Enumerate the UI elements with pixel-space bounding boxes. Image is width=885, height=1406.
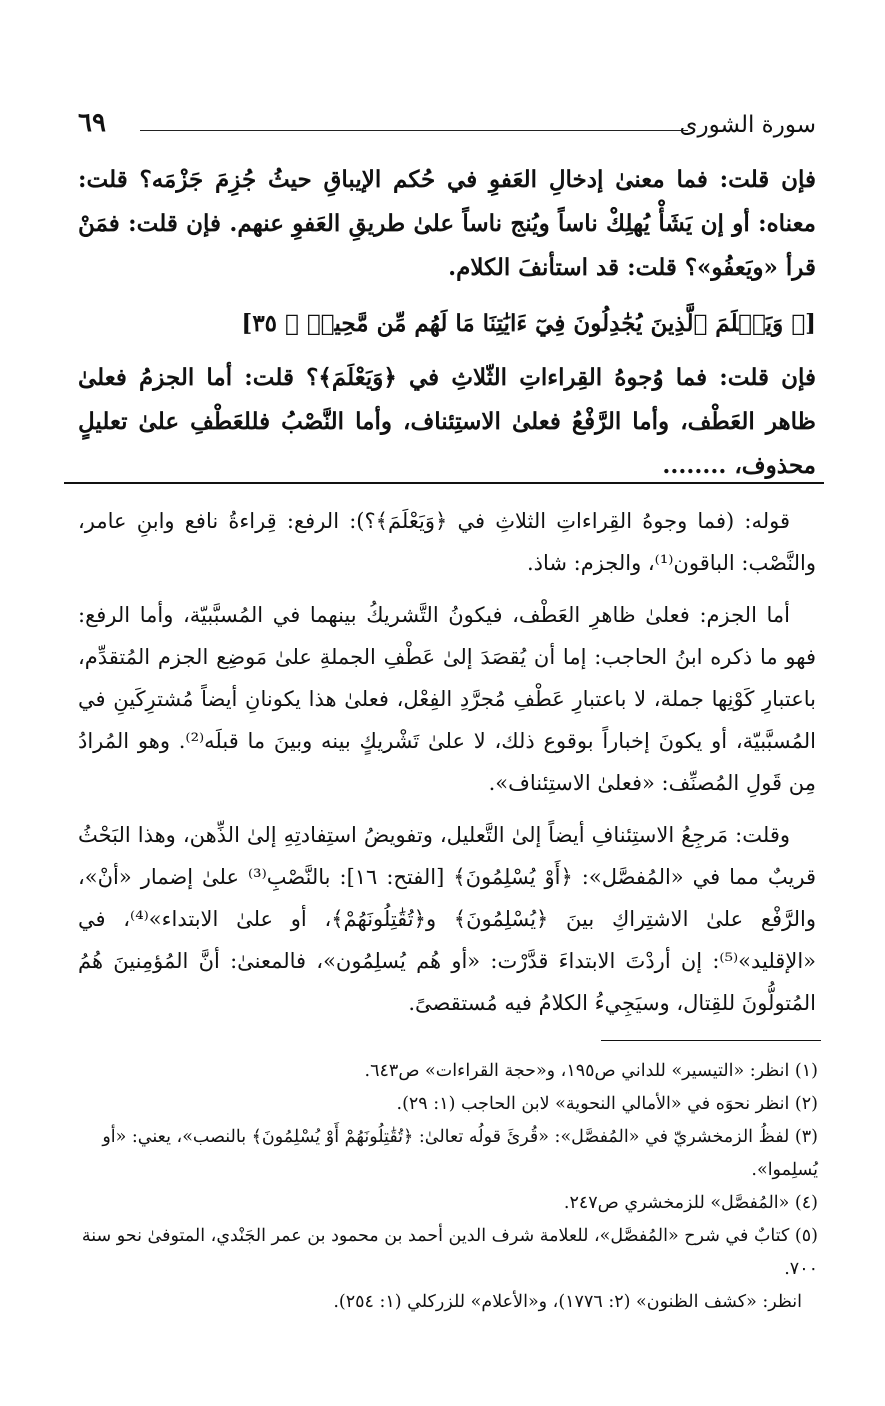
- verse-open-bracket: [﴿: [791, 310, 816, 337]
- main-paragraph-1: فإن قلت: فما معنىٰ إدخالِ العَفوِ في حُكم الإيباقِ حيثُ جُزِمَ جَزْمَه؟ قلت: معناه: أو إن يَشَأْ يُهلِكْ ناساً ويُنج ناساً علىٰ طريقِ العَفوِ عنهم. فإن قلت: فمَنْ قرأ «ويَعفُو»؟ قلت: قد استأنفَ الكلام.: [78, 166, 816, 281]
- running-header: [78, 108, 816, 148]
- footnote-4: (٤) «المُفصَّل» للزمخشري ص٢٤٧.: [563, 1193, 818, 1213]
- section-divider: [64, 482, 824, 484]
- commentary-paragraph-3: وقلت: مَرجِعُ الاستِئنافِ أيضاً إلىٰ التَّعليل، وتفويضُ استِفادتِهِ إلىٰ الذِّهن، وهذا البَحْثُ قريبٌ مما في «المُفصَّل»: ﴿أَوْ يُسْلِمُونَ﴾ [الفتح: ١٦]: بالنَّصْبِ⁽³⁾ علىٰ إضمار «أنْ»، والرَّفْع علىٰ الاشتِراكِ بينَ ﴿يُسْلِمُونَ﴾ و﴿تُقَٰتِلُونَهُمْ﴾، أو علىٰ الابتداء»⁽⁴⁾، في «الإقليد»⁽⁵⁾: إن أردْتَ الابتداءَ قدَّرْت: «أو هُم يُسلِمُون»، فالمعنىٰ: أنَّ المُؤمِنينَ هُمُ المُتولُّونَ للقِتال، وسيَجِيءُ الكلامُ فيه مُستقصىً.: [78, 823, 816, 1015]
- page-number: ٦٩: [78, 108, 106, 138]
- commentary-paragraph-1: قوله: (فما وجوهُ القِراءاتِ الثلاثِ في ﴿وَيَعْلَمَ﴾؟): الرفع: قِراءةُ نافع وابنِ عامر، والنَّصْب: الباقون⁽¹⁾، والجزم: شاذ.: [78, 509, 816, 575]
- footnote-5-continued: انظر: «كشف الظنون» (٢: ١٧٧٦)، و«الأعلام» للزركلي (١: ٢٥٤).: [333, 1292, 802, 1312]
- verse-close-bracket: ﴾ ٣٥]: [241, 310, 299, 337]
- main-paragraph-2: فإن قلت: فما وُجوهُ القِراءاتِ الثّلاثِ في ﴿وَيَعْلَمَ﴾؟ قلت: أما الجزمُ فعلىٰ ظاهر العَطْف، وأما الرَّفْعُ فعلىٰ الاستِئناف، وأما النَّصْبُ فللعَطْفِ علىٰ تعليلٍ محذوف، ........: [78, 364, 816, 479]
- commentary-paragraph-2: أما الجزم: فعلىٰ ظاهرِ العَطْف، فيكونُ التَّشريكُ بينهما في المُسبَّبيّة، وأما الرفع: فهو ما ذكره ابنُ الحاجب: إما أن يُقصَدَ إلىٰ عَطْفِ الجملةِ علىٰ مَوضِع الجزم المُتقدِّم، باعتبارِ كَوْنِها جملة، لا باعتبارِ عَطْفِ مُجرَّدِ الفِعْل، فعلىٰ هذا يكونانِ أيضاً مُشترِكَينِ في المُسبَّبيّة، أو يكونَ إخباراً بوقوع ذلك، لا علىٰ تَشْريكٍ بينه وبينَ ما قبلَه⁽²⁾. وهو المُرادُ مِن قَولِ المُصنِّف: «فعلىٰ الاستِئناف».: [78, 603, 816, 795]
- footnote-5: (٥) كتابٌ في شرح «المُفصَّل»، للعلامة شرف الدين أحمد بن محمود بن عمر الجَنْدي، المتوفىٰ نحو سنة ٧٠٠.: [81, 1226, 818, 1279]
- verse-text: وَيَعۡلَمَ ٱلَّذِينَ يُجَٰدِلُونَ فِيٓ ءَايَٰتِنَا مَا لَهُم مِّن مَّحِيصٖ: [306, 310, 784, 337]
- commentary: [78, 500, 816, 1034]
- footnote-1: (١) انظر: «التيسير» للداني ص١٩٥، و«حجة القراءات» ص٦٤٣.: [364, 1061, 818, 1081]
- main-text: [78, 158, 816, 488]
- surah-title: سورة الشورى: [679, 112, 816, 138]
- quran-verse: [78, 302, 816, 346]
- footnote-rule: [601, 1040, 821, 1041]
- header-rule: [140, 130, 688, 131]
- footnote-3: (٣) لفظُ الزمخشريّ في «المُفصَّل»: «قُرئَ قولُه تعالىٰ: ﴿تُقَٰتِلُونَهُمْ أَوْ يُسْلِمُونَ﴾ بالنصب»، يعني: «أو يُسلِموا».: [102, 1127, 818, 1180]
- footnote-2: (٢) انظر نحوَه في «الأمالي النحوية» لابن الحاجب (١: ٢٩).: [396, 1094, 818, 1114]
- footnotes: [70, 1055, 818, 1319]
